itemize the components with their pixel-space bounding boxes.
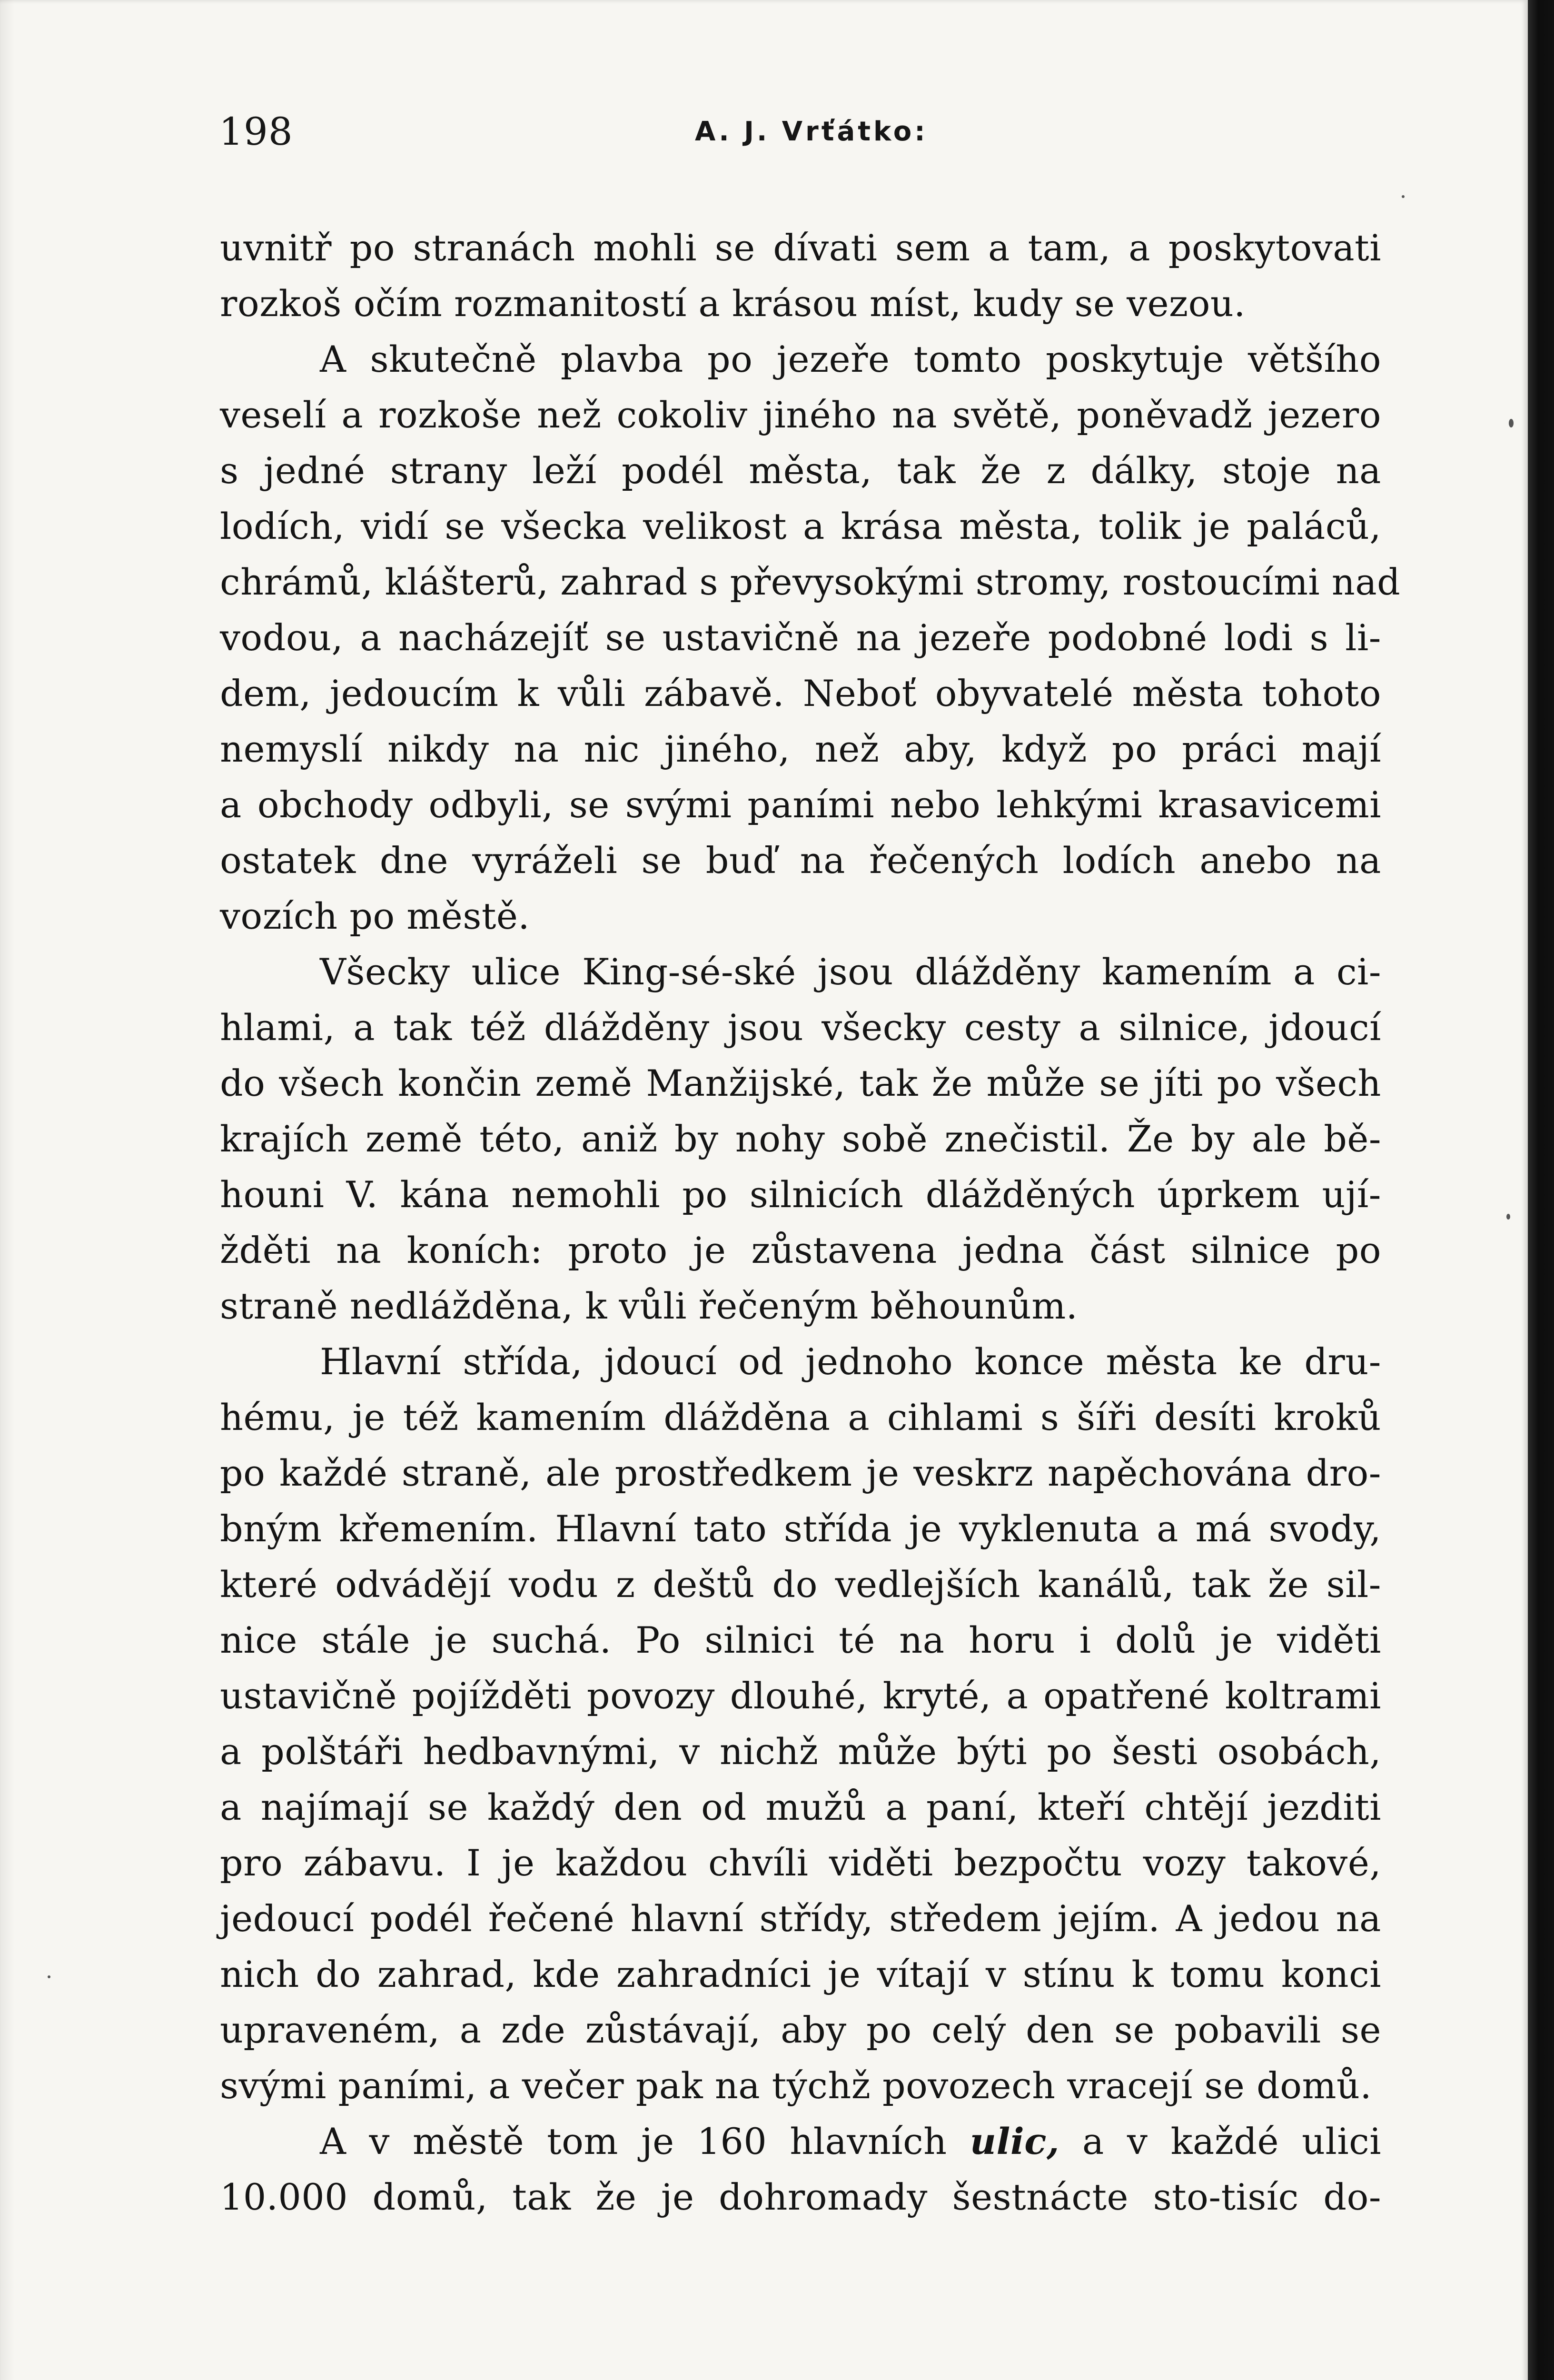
text-line: Hlavní střída, jdoucí od jednoho konce města ke dru- (320, 1340, 1381, 1383)
text-line: které odvádějí vodu z deštů do vedlejších kanálů, tak že sil- (220, 1563, 1381, 1606)
text-line: vodou, a nacházejíť se ustavičně na jezeře podobné lodi s li- (220, 616, 1381, 659)
text-line: nemyslí nikdy na nic jiného, než aby, když po práci mají (220, 728, 1381, 770)
text-line: 10.000 domů, tak že je dohromady šestnácte sto-tisíc do- (220, 2176, 1381, 2218)
text-line: Všecky ulice King-sé-ské jsou dlážděny kamením a ci- (320, 951, 1381, 993)
text-line: A skutečně plavba po jezeře tomto poskytuje většího (320, 338, 1381, 380)
running-head (0, 109, 1528, 167)
text-line: dem, jedoucím k vůli zábavě. Neboť obyvatelé města tohoto (220, 672, 1381, 714)
text-line: ustavičně pojížděti povozy dlouhé, kryté, a opatřené koltrami (220, 1675, 1381, 1717)
text-segment: a v každé ulici (1082, 2120, 1382, 2162)
text-line: s jedné strany leží podél města, tak že z dálky, stoje na (220, 449, 1381, 492)
text-line: žděti na koních: proto je zůstavena jedna část silnice po (220, 1229, 1381, 1271)
scan-right-border (1528, 0, 1554, 2380)
text-line: pro zábavu. I je každou chvíli viděti bezpočtu vozy takové, (220, 1842, 1381, 1884)
text-line: upraveném, a zde zůstávají, aby po celý den se pobavili se (220, 2009, 1381, 2051)
scan-speck (1402, 195, 1405, 198)
text-line: vozích po městě. (220, 895, 530, 937)
text-line: svými paními, a večer pak na týchž povozech vracejí se domů. (220, 2064, 1372, 2107)
page-gutter-shadow (0, 0, 14, 2380)
text-line: krajích země této, aniž by nohy sobě znečistil. Že by ale bě- (220, 1118, 1381, 1160)
scan-speck (48, 1975, 50, 1978)
text-line: houni V. kána nemohli po silnicích dlážděných úprkem ují- (220, 1173, 1381, 1216)
text-line: ostatek dne vyráželi se buď na řečených lodích anebo na (220, 839, 1381, 882)
text-line: jedoucí podél řečené hlavní střídy, středem jejím. A jedou na (220, 1897, 1381, 1940)
text-line: straně nedlážděna, k vůli řečeným běhounům. (220, 1285, 1078, 1327)
text-line: do všech končin země Manžijské, tak že může se jíti po všech (220, 1062, 1381, 1104)
text-line: uvnitř po stranách mohli se dívati sem a tam, a poskytovati (220, 227, 1381, 269)
text-line: chrámů, klášterů, zahrad s převysokými stromy, rostoucími nad (220, 561, 1401, 603)
body-text (220, 220, 1401, 2225)
text-segment: A v městě tom je 160 hlavních (320, 2120, 947, 2162)
text-line: rozkoš očím rozmanitostí a krásou míst, kudy se vezou. (220, 282, 1246, 325)
text-line: veselí a rozkoše než cokoliv jiného na světě, poněvadž jezero (220, 394, 1381, 436)
page-number: 198 (219, 109, 293, 154)
text-line: hlami, a tak též dlážděny jsou všecky cesty a silnice, jdoucí (220, 1006, 1381, 1049)
text-line: a polštáři hedbavnými, v nichž může býti po šesti osobách, (220, 1730, 1381, 1773)
scan-speck (1509, 419, 1514, 427)
scan-speck (1506, 1214, 1510, 1220)
italic-word: ulic, (970, 2120, 1059, 2162)
running-title: A. J. Vrťátko: (695, 116, 928, 147)
text-line-mixed (220, 2113, 1381, 2169)
text-line: a najímají se každý den od mužů a paní, kteří chtějí jezditi (220, 1786, 1381, 1828)
text-line: bným křemením. Hlavní tato střída je vyklenuta a má svody, (220, 1507, 1381, 1550)
text-line: lodích, vidí se všecka velikost a krása města, tolik je paláců, (220, 505, 1381, 547)
text-line: a obchody odbyli, se svými paními nebo lehkými krasavicemi (220, 783, 1381, 826)
text-line: nich do zahrad, kde zahradníci je vítají v stínu k tomu konci (220, 1953, 1381, 1995)
text-line: po každé straně, ale prostředkem je veskrz napěchována dro- (220, 1452, 1381, 1494)
text-line: nice stále je suchá. Po silnici té na horu i dolů je viděti (220, 1619, 1381, 1661)
text-line: hému, je též kamením dlážděna a cihlami s šíři desíti kroků (220, 1396, 1381, 1438)
